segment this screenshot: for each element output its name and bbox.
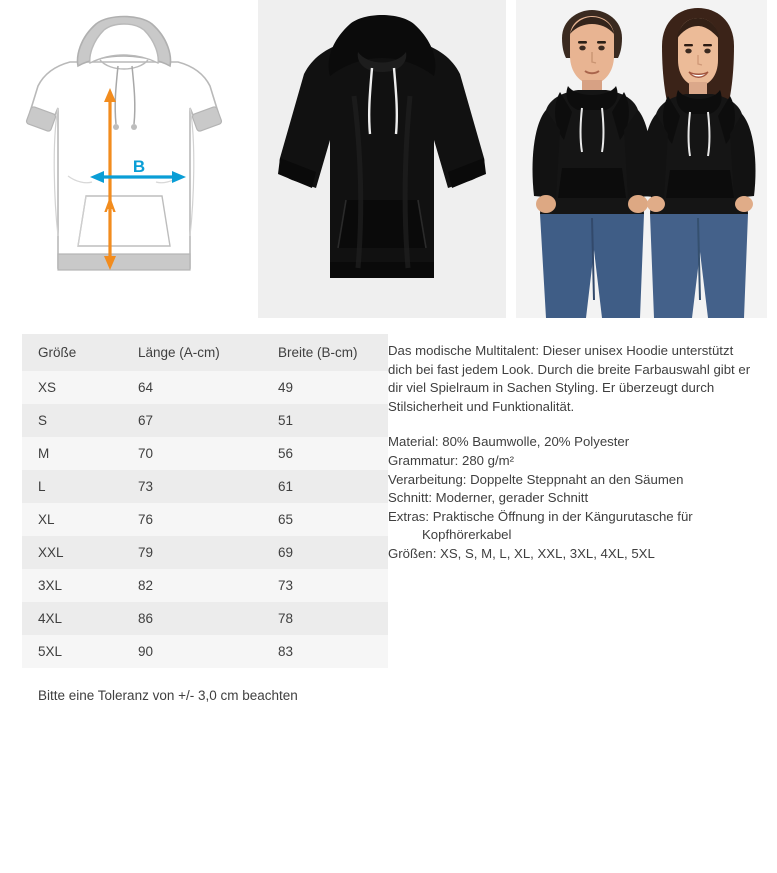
table-row: [22, 503, 388, 536]
header-length: Länge (A-cm): [122, 334, 262, 371]
cell-length: 76: [122, 503, 262, 536]
table-row: [22, 470, 388, 503]
size-table-section: [0, 334, 388, 703]
models-photo-card: [516, 0, 767, 318]
cell-width: 56: [262, 437, 388, 470]
spec-weight: Grammatur: 280 g/m²: [388, 452, 515, 468]
black-hoodie-illustration: [258, 0, 506, 318]
table-row: [22, 437, 388, 470]
cell-length: 70: [122, 437, 262, 470]
product-description: [388, 334, 768, 703]
cell-size: XS: [22, 371, 122, 404]
hoodie-technical-diagram: [0, 0, 248, 318]
table-row: [22, 635, 388, 668]
cell-length: 67: [122, 404, 262, 437]
cell-size: M: [22, 437, 122, 470]
cell-size: 3XL: [22, 569, 122, 602]
cell-length: 86: [122, 602, 262, 635]
table-row: [22, 569, 388, 602]
cell-width: 83: [262, 635, 388, 668]
cell-size: S: [22, 404, 122, 437]
cell-width: 65: [262, 503, 388, 536]
cell-length: 82: [122, 569, 262, 602]
cell-width: 49: [262, 371, 388, 404]
cell-size: 4XL: [22, 602, 122, 635]
cell-length: 79: [122, 536, 262, 569]
measure-a-label: A: [103, 197, 117, 216]
product-photo-card: [258, 0, 506, 318]
cell-width: 78: [262, 602, 388, 635]
cell-width: 51: [262, 404, 388, 437]
cell-length: 64: [122, 371, 262, 404]
content-row: [0, 334, 777, 703]
header-width: Breite (B-cm): [262, 334, 388, 371]
cell-length: 90: [122, 635, 262, 668]
table-row: [22, 404, 388, 437]
cell-width: 73: [262, 569, 388, 602]
table-row: [22, 536, 388, 569]
spec-fit: Schnitt: Moderner, gerader Schnitt: [388, 490, 589, 506]
table-header-row: [22, 334, 388, 371]
table-row: [22, 602, 388, 635]
technical-drawing-card: [0, 0, 248, 318]
spec-extras-continuation: Kopfhörerkabel: [422, 527, 512, 543]
spec-material: Material: 80% Baumwolle, 20% Polyester: [388, 434, 630, 450]
cell-size: XXL: [22, 536, 122, 569]
spec-extras: Extras: Praktische Öffnung in der Kängurutasche für: [388, 508, 693, 524]
table-row: [22, 371, 388, 404]
models-wearing-hoodies-illustration: [516, 0, 767, 318]
cell-size: 5XL: [22, 635, 122, 668]
description-intro: Das modische Multitalent: Dieser unisex Hoodie unterstützt dich bei fast jedem Look. Durch die breite Farbauswahl gibt er dir viel Spielraum in Sachen Styling. Er überzeugt durch Stilsicherheit und Funktionalität.: [388, 343, 751, 414]
header-size: Größe: [22, 334, 122, 371]
cell-size: XL: [22, 503, 122, 536]
tolerance-note: Bitte eine Toleranz von +/- 3,0 cm beachten: [38, 688, 298, 703]
spec-processing: Verarbeitung: Doppelte Steppnaht an den Säumen: [388, 471, 684, 487]
measure-b-label: B: [132, 157, 146, 176]
spec-sizes: Größen: XS, S, M, L, XL, XXL, 3XL, 4XL, 5XL: [388, 545, 655, 561]
cell-width: 61: [262, 470, 388, 503]
cell-size: L: [22, 470, 122, 503]
cell-length: 73: [122, 470, 262, 503]
cell-width: 69: [262, 536, 388, 569]
size-table: [22, 334, 388, 668]
image-strip: [0, 0, 777, 318]
